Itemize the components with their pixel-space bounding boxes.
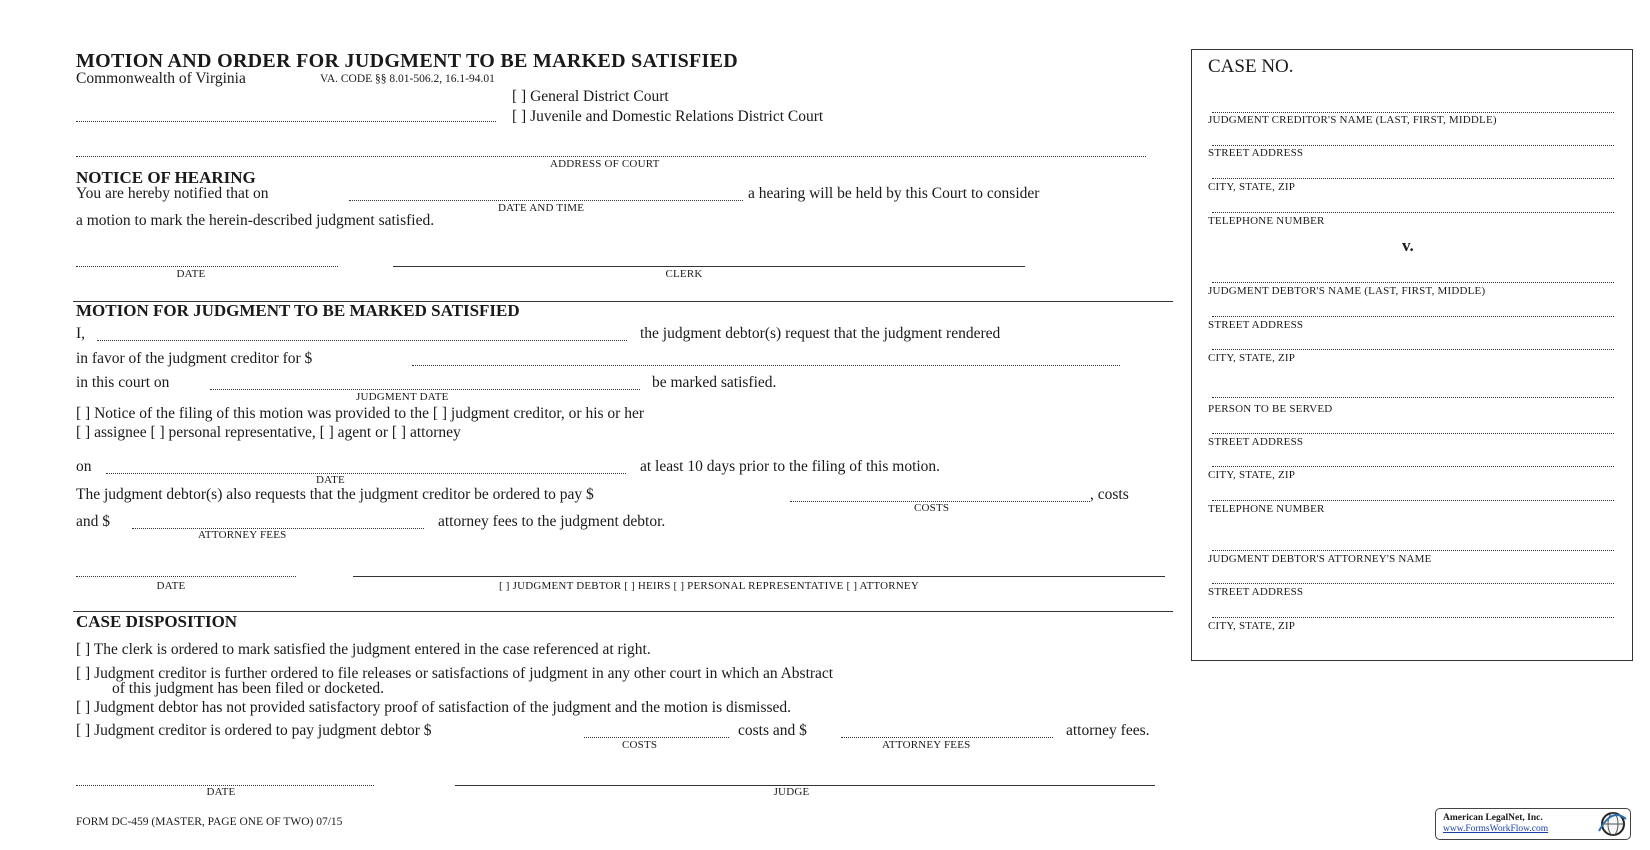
served-phone-field[interactable]	[1212, 500, 1614, 501]
attorney-name-field[interactable]	[1212, 550, 1614, 551]
court-juvenile-option[interactable]: [ ] Juvenile and Domestic Relations District Court	[512, 108, 824, 125]
creditor-street-field[interactable]	[1212, 145, 1614, 146]
served-street-field[interactable]	[1212, 433, 1614, 434]
debtor-name-panel-field[interactable]	[1212, 282, 1614, 283]
marked-text: be marked satisfied.	[652, 374, 777, 391]
judgment-date-field[interactable]	[210, 389, 640, 390]
disposition-item4-start[interactable]: [ ] Judgment creditor is ordered to pay judgment debtor $	[76, 722, 432, 739]
costs-caption: COSTS	[914, 502, 950, 514]
disposition-fees-field[interactable]	[841, 737, 1053, 738]
logo-url[interactable]: www.FormsWorkFlow.com	[1443, 824, 1549, 834]
notice-checkbox-line2[interactable]: [ ] assignee [ ] personal representative, [ ] agent or [ ] attorney	[76, 424, 461, 441]
section-divider-2	[73, 611, 1173, 612]
judgment-date-caption: JUDGMENT DATE	[356, 391, 449, 403]
logo-company: American LegalNet, Inc.	[1443, 813, 1543, 823]
motion-heading: MOTION FOR JUDGMENT TO BE MARKED SATISFIED	[76, 301, 520, 320]
notice-line1-end: a hearing will be held by this Court to consider	[748, 185, 1040, 202]
debtor-name-field[interactable]	[97, 340, 627, 341]
fees-caption: ATTORNEY FEES	[198, 529, 287, 541]
person-served-field[interactable]	[1212, 397, 1614, 398]
costs-text: The judgment debtor(s) also requests that the judgment creditor be ordered to pay $	[76, 486, 594, 503]
hearing-date-time-field[interactable]	[349, 200, 743, 201]
address-caption: ADDRESS OF COURT	[550, 158, 660, 170]
creditor-phone-caption: TELEPHONE NUMBER	[1208, 215, 1325, 227]
fees-text: attorney fees to the judgment debtor.	[438, 513, 666, 530]
debtor-name-caption: JUDGMENT DEBTOR'S NAME (LAST, FIRST, MIDDLE)	[1208, 285, 1486, 297]
notice-line1-start: You are hereby notified that on	[76, 185, 269, 202]
court-address-field[interactable]	[76, 156, 1146, 157]
notice-line2: a motion to mark the herein-described judgment satisfied.	[76, 212, 435, 229]
attorney-street-caption: STREET ADDRESS	[1208, 586, 1304, 598]
disposition-item4-end: attorney fees.	[1066, 722, 1150, 739]
disposition-heading: CASE DISPOSITION	[76, 612, 238, 631]
date-time-caption: DATE AND TIME	[498, 202, 585, 214]
costs-end: , costs	[1090, 486, 1129, 503]
creditor-street-caption: STREET ADDRESS	[1208, 147, 1304, 159]
debtor-city-field[interactable]	[1212, 349, 1614, 350]
statute-code: VA. CODE §§ 8.01-506.2, 16.1-94.01	[320, 73, 495, 85]
disposition-costs-field[interactable]	[584, 737, 729, 738]
creditor-city-caption: CITY, STATE, ZIP	[1208, 181, 1296, 193]
and-label: and $	[76, 513, 111, 530]
globe-icon	[1596, 811, 1628, 837]
judgment-amount-field[interactable]	[412, 365, 1120, 366]
court-on-text: in this court on	[76, 374, 170, 391]
motion-signer-caption: [ ] JUDGMENT DEBTOR [ ] HEIRS [ ] PERSONAL REPRESENTATIVE [ ] ATTORNEY	[498, 580, 919, 592]
disposition-date-caption: DATE	[206, 786, 236, 798]
notice-date-caption: DATE	[176, 268, 206, 280]
attorney-city-field[interactable]	[1212, 617, 1614, 618]
favor-text: in favor of the judgment creditor for $	[76, 350, 313, 367]
debtor-street-field[interactable]	[1212, 316, 1614, 317]
creditor-name-caption: JUDGMENT CREDITOR'S NAME (LAST, FIRST, MIDDLE)	[1208, 114, 1497, 126]
notice-heading: NOTICE OF HEARING	[76, 168, 256, 187]
clerk-caption: CLERK	[665, 268, 703, 280]
debtor-street-caption: STREET ADDRESS	[1208, 319, 1304, 331]
served-street-caption: STREET ADDRESS	[1208, 436, 1304, 448]
days-text: at least 10 days prior to the filing of this motion.	[640, 458, 941, 475]
american-legalnet-logo[interactable]	[1435, 808, 1631, 840]
disposition-item1[interactable]: [ ] The clerk is ordered to mark satisfied the judgment entered in the case referenced at right.	[76, 641, 651, 658]
attorney-street-field[interactable]	[1212, 583, 1614, 584]
person-served-caption: PERSON TO BE SERVED	[1208, 403, 1333, 415]
notice-checkbox-line1[interactable]: [ ] Notice of the filing of this motion was provided to the [ ] judgment creditor, or his or her	[76, 405, 645, 422]
clerk-signature-line[interactable]	[393, 266, 1025, 267]
served-city-field[interactable]	[1212, 466, 1614, 467]
jurisdiction: Commonwealth of Virginia	[76, 70, 246, 87]
versus-label: v.	[1402, 236, 1414, 255]
disposition-item2-cont: of this judgment has been filed or docketed.	[112, 680, 385, 697]
served-city-caption: CITY, STATE, ZIP	[1208, 469, 1296, 481]
disposition-item4-mid: costs and $	[738, 722, 807, 739]
notice-date-field[interactable]	[76, 266, 338, 267]
served-phone-caption: TELEPHONE NUMBER	[1208, 503, 1325, 515]
disposition-item3[interactable]: [ ] Judgment debtor has not provided satisfactory proof of satisfaction of the judgment and the motion is dismissed.	[76, 699, 792, 716]
disposition-costs-caption: COSTS	[622, 739, 658, 751]
case-info-panel	[1191, 49, 1633, 661]
request-text: the judgment debtor(s) request that the judgment rendered	[640, 325, 1001, 342]
creditor-phone-field[interactable]	[1212, 212, 1614, 213]
motion-date-field[interactable]	[76, 576, 296, 577]
motion-signature-line[interactable]	[353, 576, 1165, 577]
form-title: MOTION AND ORDER FOR JUDGMENT TO BE MARKED SATISFIED	[76, 50, 738, 72]
creditor-name-field[interactable]	[1212, 112, 1614, 113]
creditor-city-field[interactable]	[1212, 178, 1614, 179]
court-name-field[interactable]	[76, 121, 496, 122]
judge-caption: JUDGE	[773, 786, 810, 798]
disposition-fees-caption: ATTORNEY FEES	[882, 739, 971, 751]
notice-date-field-2[interactable]	[106, 473, 626, 474]
motion-sig-date-caption: DATE	[156, 580, 186, 592]
attorney-name-caption: JUDGMENT DEBTOR'S ATTORNEY'S NAME	[1208, 553, 1432, 565]
case-no-label: CASE NO.	[1208, 56, 1294, 77]
motion-i-label: I,	[76, 325, 86, 342]
motion-date-caption: DATE	[316, 474, 345, 486]
disposition-item2[interactable]: [ ] Judgment creditor is further ordered to file releases or satisfactions of judgment in any other court in which an Abstract	[76, 665, 834, 682]
form-id: FORM DC-459 (MASTER, PAGE ONE OF TWO) 07/15	[76, 816, 343, 828]
on-label: on	[76, 458, 92, 475]
court-general-option[interactable]: [ ] General District Court	[512, 88, 669, 105]
attorney-city-caption: CITY, STATE, ZIP	[1208, 620, 1296, 632]
debtor-city-caption: CITY, STATE, ZIP	[1208, 352, 1296, 364]
